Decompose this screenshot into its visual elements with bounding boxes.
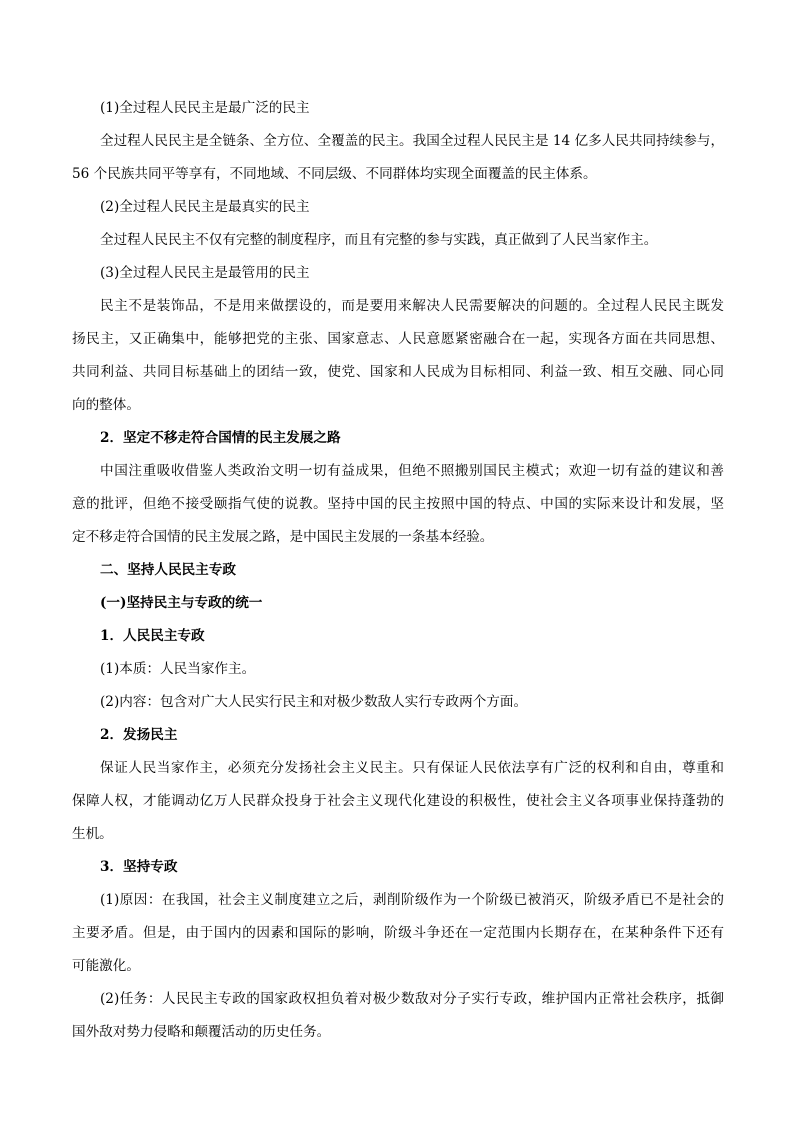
heading-uphold-dictatorship <box>72 851 724 884</box>
text-line: 全过程人民民主不仅有完整的制度程序，而且有完整的参与实践，真正做到了人民当家作主。 <box>100 232 658 248</box>
text-line: 可能激化。 <box>72 958 140 974</box>
text-line: (1)本质：人民当家作主。 <box>100 661 256 677</box>
heading-peoples-dictatorship <box>72 620 724 653</box>
paragraph-most-useful-democracy <box>72 290 724 422</box>
paragraph-democratic-development-path <box>72 455 724 554</box>
text-line: 共同利益、共同目标基础上的团结一致，使党、国家和人民成为目标相同、利益一致、相互交融、同心同 <box>72 364 724 380</box>
item-content <box>72 686 724 719</box>
text-line: 2．发扬民主 <box>100 727 178 743</box>
item-task <box>72 983 724 1049</box>
text-line: 保证人民当家作主，必须充分发扬社会主义民主。只有保证人民依法享有广泛的权利和自由，尊重和 <box>100 760 724 776</box>
heading-promote-democracy <box>72 719 724 752</box>
paragraph-widest-democracy <box>72 125 724 191</box>
paragraph-promote-democracy <box>72 752 724 851</box>
text-line: (3)全过程人民民主是最管用的民主 <box>100 265 310 281</box>
text-line: (2)任务：人民民主专政的国家政权担负着对极少数敌对分子实行专政，维护国内正常社会秩序，抵御 <box>100 991 724 1007</box>
heading-democratic-development-path <box>72 422 724 455</box>
subheading-truest-democracy <box>72 191 724 224</box>
text-line: (2)内容：包含对广大人民实行民主和对极少数敌人实行专政两个方面。 <box>100 694 528 710</box>
item-essence <box>72 653 724 686</box>
text-line: 定不移走符合国情的民主发展之路，是中国民主发展的一条基本经验。 <box>72 529 494 545</box>
document-body <box>72 92 724 1049</box>
text-line: 意的批评，但绝不接受颐指气使的说教。坚持中国的民主按照中国的特点、中国的实际来设计和发展，坚 <box>72 496 724 512</box>
text-line: (2)全过程人民民主是最真实的民主 <box>100 199 310 215</box>
text-line: 民主不是装饰品，不是用来做摆设的，而是要用来解决人民需要解决的问题的。全过程人民民主既发 <box>100 298 724 314</box>
text-line: 2．坚定不移走符合国情的民主发展之路 <box>100 430 341 446</box>
text-line: 二、坚持人民民主专政 <box>100 562 236 578</box>
text-line: 56 个民族共同平等享有，不同地域、不同层级、不同群体均实现全面覆盖的民主体系。 <box>72 166 597 182</box>
text-line: 3．坚持专政 <box>100 859 178 875</box>
text-line: 全过程人民民主是全链条、全方位、全覆盖的民主。我国全过程人民民主是 14 亿多人民共同持续参与， <box>100 133 725 149</box>
subheading-widest-democracy <box>72 92 724 125</box>
text-line: (1)原因：在我国，社会主义制度建立之后，剥削阶级作为一个阶级已被消灭，阶级矛盾已不是社会的 <box>100 892 724 908</box>
text-line: 主要矛盾。但是，由于国内的因素和国际的影响，阶级斗争还在一定范围内长期存在，在某种条件下还有 <box>72 925 724 941</box>
text-line: 国外敌对势力侵略和颠覆活动的历史任务。 <box>72 1024 331 1040</box>
text-line: 1．人民民主专政 <box>100 628 205 644</box>
text-line: (一)坚持民主与专政的统一 <box>100 595 263 611</box>
heading-unity-of-democracy-and-dictatorship <box>72 587 724 620</box>
text-line: 向的整体。 <box>72 397 140 413</box>
text-line: 生机。 <box>72 826 113 842</box>
item-reason <box>72 884 724 983</box>
text-line: 扬民主，又正确集中，能够把党的主张、国家意志、人民意愿紧密融合在一起，实现各方面在共同思想、 <box>72 331 724 347</box>
heading-peoples-democratic-dictatorship <box>72 554 724 587</box>
paragraph-truest-democracy <box>72 224 724 257</box>
text-line: (1)全过程人民民主是最广泛的民主 <box>100 100 310 116</box>
subheading-most-useful-democracy <box>72 257 724 290</box>
text-line: 保障人权，才能调动亿万人民群众投身于社会主义现代化建设的积极性，使社会主义各项事业保持蓬勃的 <box>72 793 724 809</box>
text-line: 中国注重吸收借鉴人类政治文明一切有益成果，但绝不照搬别国民主模式；欢迎一切有益的建议和善 <box>100 463 724 479</box>
